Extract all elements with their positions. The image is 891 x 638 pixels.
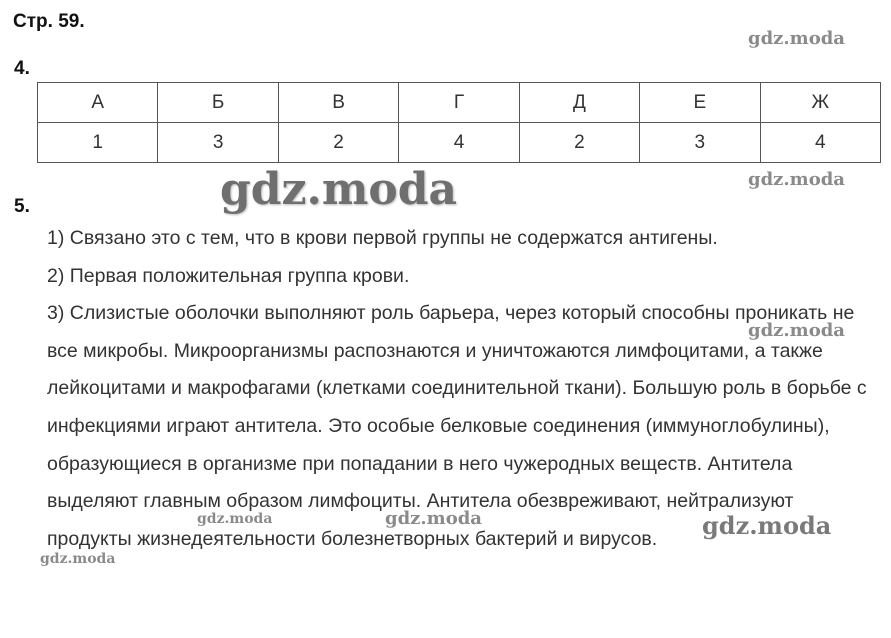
answer-cell: 4 — [399, 123, 519, 163]
answer-cell: 3 — [640, 123, 760, 163]
answer-cell: 2 — [519, 123, 639, 163]
answer-cell: 2 — [278, 123, 398, 163]
letter-cell: Д — [519, 83, 639, 123]
watermark-logo: gdz.moda — [748, 28, 845, 49]
watermark-logo: gdz.moda — [40, 551, 116, 567]
page-heading: Стр. 59. — [13, 11, 85, 32]
letter-cell: А — [38, 83, 158, 123]
letter-cell: Е — [640, 83, 760, 123]
letters-row — [38, 83, 881, 123]
watermark-logo: gdz.moda — [197, 511, 273, 527]
answer-cell: 3 — [158, 123, 278, 163]
answer-cell: 1 — [38, 123, 158, 163]
answer-paragraph-3: 3) Слизистые оболочки выполняют роль барьера, через который способны проникать не все микробы. Микроорганизмы распознаются и уничтожаются лимфоцитами, а также лейкоцитами и макрофагами (клетками соединительной ткани). Большую роль в борьбе с инфекциями играют антитела. Это особые белковые соединения (иммуноглобулины), образующиеся в организме при попадании в него чужеродных веществ. Антитела выделяют главным образом лимфоциты. Антитела обезвреживают, нейтрализуют продукты жизнедеятельности болезнетворных бактерий и вирусов. — [47, 302, 867, 550]
letter-cell: Ж — [760, 83, 880, 123]
letter-cell: В — [278, 83, 398, 123]
answer-paragraph-1: 1) Связано это с тем, что в крови первой группы не содержатся антигены. — [47, 227, 718, 249]
letter-cell: Г — [399, 83, 519, 123]
watermark-logo: gdz.moda — [748, 320, 845, 341]
answer-table — [37, 82, 881, 163]
watermark-logo: gdz.moda — [702, 511, 832, 540]
watermark-logo: gdz.moda — [220, 164, 458, 215]
answer-paragraph-2: 2) Первая положительная группа крови. — [47, 264, 410, 287]
watermark-logo: gdz.moda — [385, 508, 482, 529]
answer-cell: 4 — [760, 123, 880, 163]
task-4-number: 4. — [14, 58, 30, 79]
task-5-number: 5. — [14, 196, 30, 217]
letter-cell: Б — [158, 83, 278, 123]
answers-row — [38, 123, 881, 163]
watermark-logo: gdz.moda — [748, 169, 845, 190]
